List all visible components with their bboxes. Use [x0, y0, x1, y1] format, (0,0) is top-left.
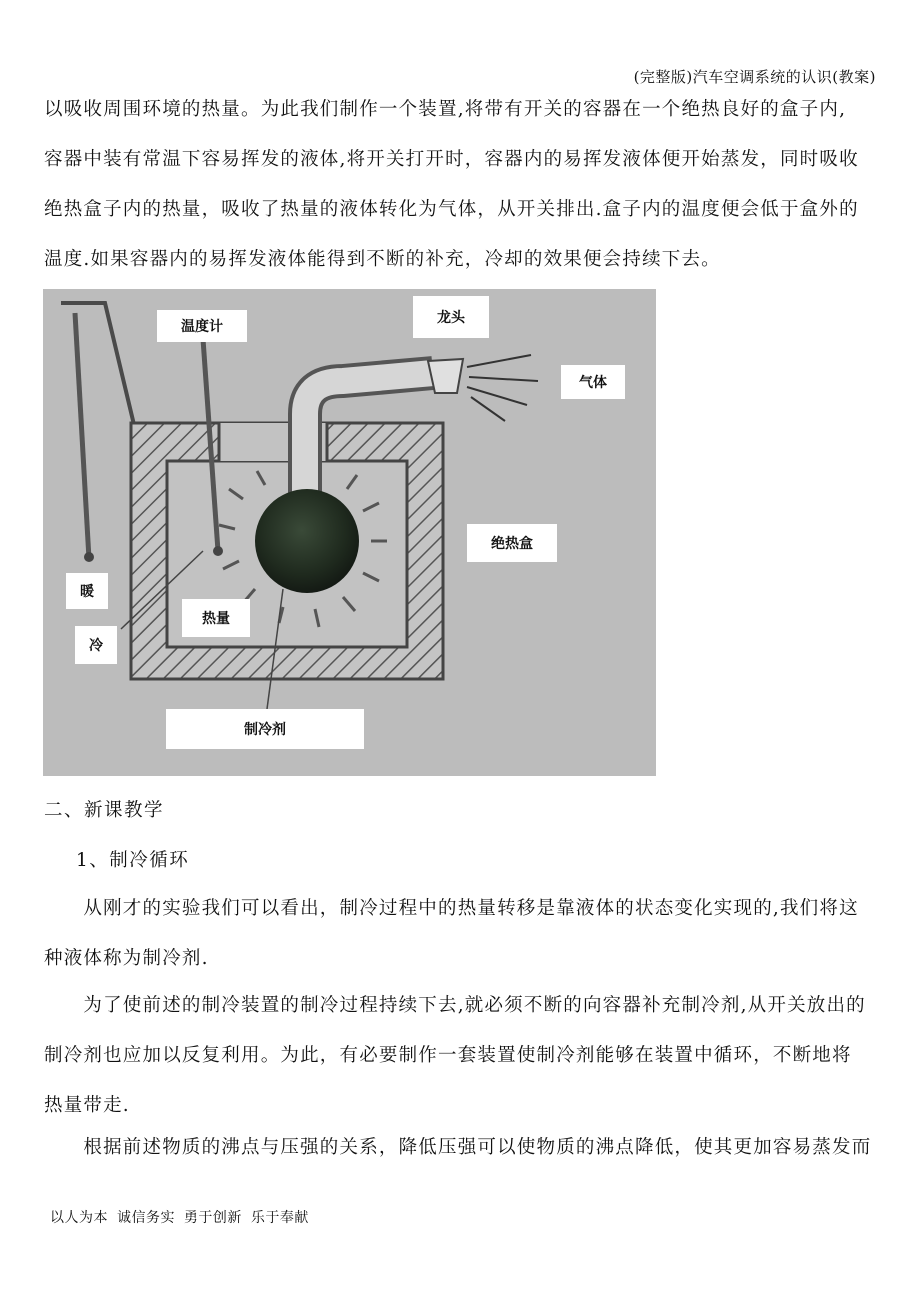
text-line: 根据前述物质的沸点与压强的关系，降低压强可以使物质的沸点降低，使其更加容易蒸发而: [44, 1137, 872, 1158]
document-footer: 以人为本 诚信务实 勇于创新 乐于奉献: [50, 1210, 309, 1226]
text-line: 容器中装有常温下容易挥发的液体,将开关打开时，容器内的易挥发液体便开始蒸发，同时吸收: [44, 149, 859, 170]
text-line: 热量带走.: [44, 1095, 130, 1116]
document-header-title: (完整版)汽车空调系统的认识(教案): [633, 68, 876, 86]
figure-drawing: [43, 289, 656, 776]
label-heat: 热量: [182, 599, 250, 637]
label-thermometer: 温度计: [157, 310, 247, 342]
section-heading: 二、新课教学: [44, 800, 165, 821]
label-faucet: 龙头: [413, 296, 489, 338]
faucet: [428, 359, 463, 393]
text-line: 种液体称为制冷剂.: [44, 948, 209, 969]
label-cold: 冷: [75, 626, 117, 664]
text-line: 制冷剂也应加以反复利用。为此，有必要制作一套装置使制冷剂能够在装置中循环，不断地将: [44, 1045, 852, 1066]
text-line: 温度.如果容器内的易挥发液体能得到不断的补充，冷却的效果便会持续下去。: [44, 249, 721, 270]
body-paragraph: [44, 884, 878, 984]
body-paragraph: [44, 981, 878, 1131]
label-warm: 暖: [66, 573, 108, 609]
intro-paragraph: [44, 85, 878, 285]
body-paragraph: [44, 1123, 878, 1173]
label-gas: 气体: [561, 365, 625, 399]
subsection-heading: 1、制冷循环: [76, 850, 190, 871]
label-insulated-box: 绝热盒: [467, 524, 557, 562]
label-refrigerant: 制冷剂: [166, 709, 364, 749]
text-line: 为了使前述的制冷装置的制冷过程持续下去,就必须不断的向容器补充制冷剂,从开关放出的: [44, 995, 866, 1016]
text-line: 以吸收周围环境的热量。为此我们制作一个装置,将带有开关的容器在一个绝热良好的盒子内,: [44, 99, 847, 120]
text-line: 绝热盒子内的热量，吸收了热量的液体转化为气体，从开关排出.盒子内的温度便会低于盒外的: [44, 199, 859, 220]
refrigerant-container: [255, 489, 359, 593]
text-line: 从刚才的实验我们可以看出，制冷过程中的热量转移是靠液体的状态变化实现的,我们将这: [44, 898, 859, 919]
refrigeration-experiment-figure: [43, 289, 656, 776]
